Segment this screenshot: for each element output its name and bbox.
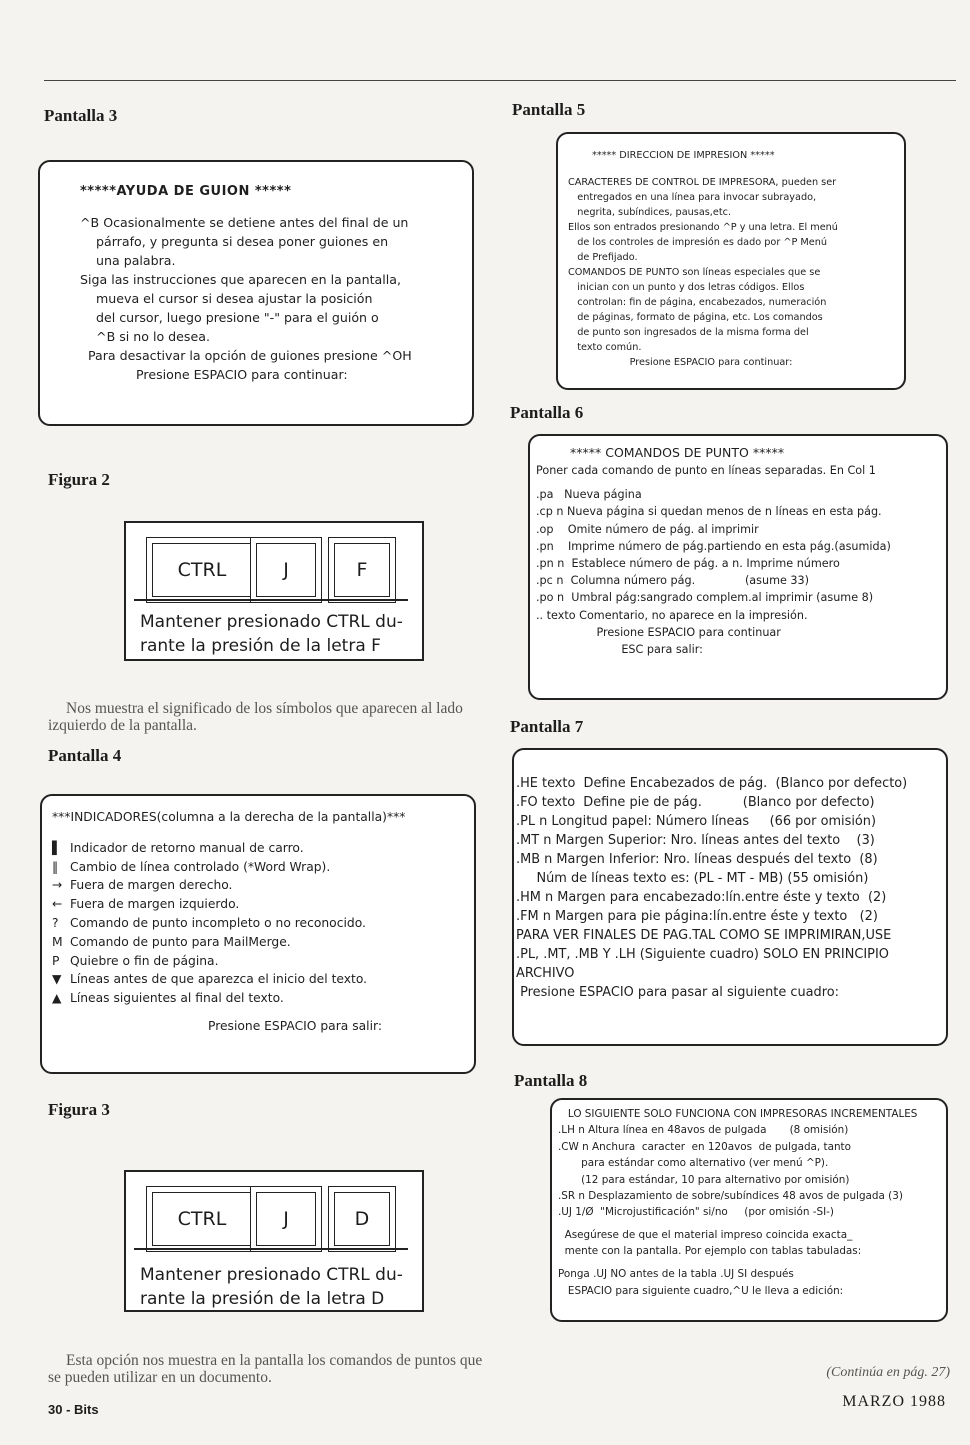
indicator-symbol: ▲ (52, 991, 62, 1006)
indicator-text: Indicador de retorno manual de carro. (70, 840, 304, 855)
screen-line: .pa Nueva página (536, 488, 642, 502)
screen-line: una palabra. (80, 253, 176, 268)
screen-line: .HM n Margen para encabezado:lín.entre éste y texto (2) (516, 890, 887, 905)
pantalla-3-screen (38, 160, 474, 426)
screen-line: .MB n Margen Inferior: Nro. líneas después del texto (8) (516, 852, 878, 867)
heading-pantalla-4: Pantalla 4 (48, 746, 122, 765)
screen-line: (12 para estándar, 10 para alternativo por omisión) (558, 1173, 850, 1186)
screen-line: mueva el cursor si desea ajustar la posición (80, 291, 373, 306)
screen-line: Presione ESPACIO para continuar (536, 625, 781, 639)
screen-line: ^B si no lo desea. (80, 329, 210, 344)
pantalla-4-rows (52, 839, 474, 1008)
screen-line: de los controles de impresión es dado por ^P Menú (568, 237, 828, 248)
pantalla-3-lines (80, 213, 472, 384)
screen-line: negrita, subíndices, pausas,etc. (568, 207, 732, 218)
screen-line: .MT n Margen Superior: Nro. líneas antes del texto (3) (516, 833, 875, 848)
screen-line: .po n Umbral pág:sangrado complem.al imprimir (asume 8) (536, 591, 874, 605)
screen-line: párrafo, y pregunta si desea poner guiones en (80, 234, 389, 249)
screen-line: entregados en una línea para invocar subrayado, (568, 192, 817, 203)
screen-line: .LH n Altura línea en 48avos de pulgada (8 omisión) (558, 1124, 849, 1137)
pantalla-4-footer: Presione ESPACIO para salir: (208, 1018, 382, 1033)
screen-line: Ponga .UJ NO antes de la tabla .UJ SI después (558, 1268, 794, 1281)
pantalla-6-title: ***** COMANDOS DE PUNTO ***** (570, 445, 785, 460)
indicator-row (52, 876, 474, 895)
heading-figura-2: Figura 2 (48, 470, 110, 489)
indicator-row (52, 989, 474, 1008)
indicator-symbol: ← (52, 897, 63, 912)
figura-2-text-2: rante la presión de la letra F (140, 636, 381, 656)
pantalla-5-lines (568, 175, 904, 370)
figura-2-diagram (124, 521, 424, 661)
ctrl-key: CTRL (146, 1186, 258, 1252)
screen-line: Presione ESPACIO para pasar al siguiente cuadro: (516, 985, 839, 1000)
screen-line: Presione ESPACIO para continuar: (568, 357, 793, 368)
figura-2-text-1: Mantener presionado CTRL du- (140, 612, 403, 632)
pantalla-3-title: *****AYUDA DE GUION ***** (80, 184, 292, 199)
heading-pantalla-8: Pantalla 8 (514, 1071, 588, 1090)
indicator-row (52, 970, 474, 989)
indicator-text: Líneas siguientes al final del texto. (70, 991, 284, 1006)
screen-line: para estándar como alternativo (ver menú ^P). (558, 1157, 829, 1170)
j-key: J (250, 537, 322, 603)
screen-line: de páginas, formato de página, etc. Los comandos (568, 312, 823, 323)
screen-line: .op Omite número de pág. al imprimir (536, 522, 759, 536)
indicator-text: Fuera de margen derecho. (70, 878, 233, 893)
indicator-row (52, 839, 474, 858)
screen-line: inician con un punto y dos letras códigos. Ellos (568, 282, 805, 293)
pantalla-6-lines (536, 462, 946, 658)
pantalla-5-screen (556, 132, 906, 390)
screen-line: Para desactivar la opción de guiones presione ^OH (80, 348, 412, 363)
screen-line: LO SIGUIENTE SOLO FUNCIONA CON IMPRESORAS INCREMENTALES (558, 1108, 918, 1120)
screen-line: PARA VER FINALES DE PAG.TAL COMO SE IMPRIMIRAN,USE (516, 928, 892, 943)
pantalla-8-lines (558, 1106, 946, 1299)
screen-line: controlan: fin de página, encabezados, numeración (568, 297, 827, 308)
screen-line: .. texto Comentario, no aparece en la impresión. (536, 608, 808, 622)
pantalla-7-screen (512, 748, 948, 1046)
screen-line: .pn Imprime número de pág.partiendo en esta pág.(asumida) (536, 539, 891, 553)
d-key: D (328, 1186, 396, 1252)
indicator-symbol: ‖ (52, 859, 59, 874)
heading-pantalla-6: Pantalla 6 (510, 403, 584, 422)
screen-line: texto común. (568, 342, 642, 353)
screen-line: ESPACIO para siguiente cuadro,^U le lleva a edición: (558, 1284, 844, 1297)
caption-2: Esta opción nos muestra en la pantalla los comandos de puntos que se pueden utilizar en un documento. (48, 1352, 483, 1386)
pantalla-4-screen (40, 794, 476, 1074)
indicator-row (52, 858, 474, 877)
top-rule (44, 80, 956, 81)
pantalla-5-title: ***** DIRECCION DE IMPRESION ***** (592, 150, 775, 161)
indicator-text: Comando de punto incompleto o no reconocido. (70, 915, 366, 930)
screen-line: .pc n Columna número pág. (asume 33) (536, 574, 810, 588)
caption-1: Nos muestra el significado de los símbolos que aparecen al lado izquierdo de la pantalla. (48, 700, 463, 734)
screen-line: .cp n Nueva página si quedan menos de n líneas en esta pág. (536, 505, 882, 519)
screen-line: Siga las instrucciones que aparecen en la pantalla, (80, 272, 401, 287)
screen-line: mente con la pantalla. Por ejemplo con tablas tabuladas: (558, 1245, 862, 1258)
screen-line: de punto son ingresados de la misma forma del (568, 327, 809, 338)
pantalla-8-screen (550, 1098, 948, 1322)
indicator-row (52, 895, 474, 914)
key-underline (134, 1248, 408, 1250)
screen-line: .SR n Desplazamiento de sobre/subíndices 48 avos de pulgada (3) (558, 1190, 903, 1203)
indicator-text: Cambio de línea controlado (*Word Wrap). (70, 859, 331, 874)
indicator-symbol: M (52, 934, 63, 949)
issue-date: MARZO 1988 (842, 1393, 946, 1410)
screen-line: .pn n Establece número de pág. a n. Imprime número (536, 556, 840, 570)
key-underline (134, 599, 408, 601)
indicator-row (52, 914, 474, 933)
screen-line: .CW n Anchura caracter en 120avos de pulgada, tanto (558, 1140, 851, 1153)
j-key: J (250, 1186, 322, 1252)
indicator-symbol: ▌ (52, 840, 62, 855)
f-key: F (328, 537, 396, 603)
page-number: 30 - Bits (48, 1402, 99, 1417)
pantalla-7-lines (516, 774, 946, 1002)
indicator-text: Líneas antes de que aparezca el inicio del texto. (70, 972, 368, 987)
indicator-symbol: ▼ (52, 972, 62, 987)
indicator-row (52, 952, 474, 971)
screen-line: Ellos son entrados presionando ^P y una letra. El menú (568, 222, 838, 233)
indicator-symbol: → (52, 878, 63, 893)
screen-line: .FO texto Define pie de pág. (Blanco por defecto) (516, 795, 875, 810)
screen-line: ESC para salir: (536, 642, 703, 656)
indicator-symbol: ? (52, 915, 59, 930)
indicator-row (52, 933, 474, 952)
screen-line (536, 479, 946, 486)
screen-line: de Prefijado. (568, 252, 638, 263)
screen-line: .PL n Longitud papel: Número líneas (66 por omisión) (516, 814, 876, 829)
screen-line: .HE texto Define Encabezados de pág. (Blanco por defecto) (516, 776, 908, 791)
screen-line: COMANDOS DE PUNTO son líneas especiales que se (568, 267, 821, 278)
screen-line: ^B Ocasionalmente se detiene antes del final de un (80, 215, 409, 230)
figura-3-diagram (124, 1170, 424, 1312)
indicator-text: Comando de punto para MailMerge. (70, 934, 291, 949)
screen-line: Núm de líneas texto es: (PL - MT - MB) (55 omisión) (516, 871, 869, 886)
screen-line: .UJ 1/Ø "Microjustificación" si/no (por omisión -SI-) (558, 1206, 834, 1219)
screen-line: CARACTERES DE CONTROL DE IMPRESORA, pueden ser (568, 177, 837, 188)
screen-line: .FM n Margen para pie página:lín.entre éste y texto (2) (516, 909, 878, 924)
indicator-text: Fuera de margen izquierdo. (70, 897, 240, 912)
figura-3-text-1: Mantener presionado CTRL du- (140, 1265, 403, 1285)
screen-line: del cursor, luego presione "-" para el guión o (80, 310, 379, 325)
pantalla-6-screen (528, 434, 948, 700)
heading-figura-3: Figura 3 (48, 1100, 110, 1119)
screen-line: Presione ESPACIO para continuar: (80, 367, 348, 382)
screen-line: .PL, .MT, .MB Y .LH (Siguiente cuadro) SOLO EN PRINCIPIO (516, 947, 889, 962)
pantalla-4-title: ***INDICADORES(columna a la derecha de la pantalla)*** (52, 810, 406, 824)
ctrl-key: CTRL (146, 537, 258, 603)
figura-3-text-2: rante la presión de la letra D (140, 1289, 385, 1309)
heading-pantalla-3: Pantalla 3 (44, 106, 118, 125)
heading-pantalla-5: Pantalla 5 (512, 100, 586, 119)
indicator-symbol: P (52, 953, 60, 968)
screen-line: ARCHIVO (516, 966, 575, 981)
screen-line: Asegúrese de que el material impreso coincida exacta_ (558, 1229, 853, 1242)
heading-pantalla-7: Pantalla 7 (510, 717, 584, 736)
screen-line: Poner cada comando de punto en líneas separadas. En Col 1 (536, 464, 876, 478)
continua-note: (Continúa en pág. 27) (826, 1365, 950, 1380)
indicator-text: Quiebre o fin de página. (70, 953, 219, 968)
